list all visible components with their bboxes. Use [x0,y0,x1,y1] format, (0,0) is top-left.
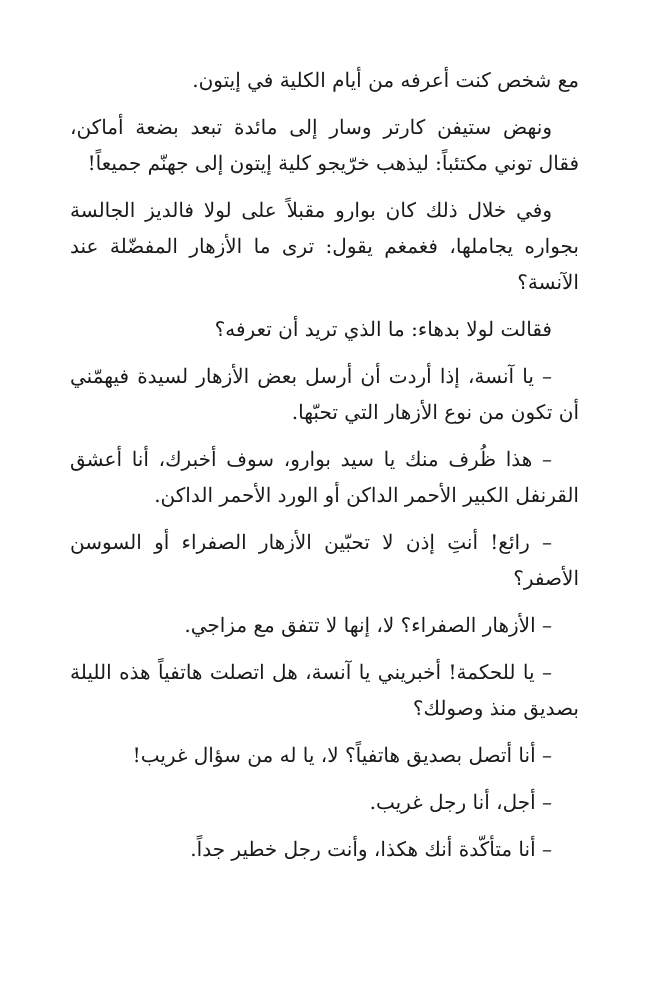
dialogue-line: – يا للحكمة! أخبريني يا آنسة، هل اتصلت هاتفياً هذه الليلة بصديق منذ وصولك؟ [70,660,579,720]
paragraph: مع شخص كنت أعرفه من أيام الكلية في إيتون. [192,68,579,92]
dialogue-line: – أجل، أنا رجل غريب. [369,790,552,814]
dialogue-line: – هذا ظُرف منك يا سيد بوارو، سوف أخبرك، أنا أعشق القرنفل الكبير الأحمر الداكن أو الورد الأحمر الداكن. [70,447,579,507]
dialogue-line: – يا آنسة، إذا أردت أن أرسل بعض الأزهار لسيدة فيهمّني أن تكون من نوع الأزهار التي تحبّها. [70,364,579,424]
dialogue-line: – أنا أتصل بصديق هاتفياً؟ لا، يا له من سؤال غريب! [132,743,552,767]
dialogue-line: – أنا متأكّدة أنك هكذا، وأنت رجل خطير جداً. [190,837,552,861]
paragraph: فقالت لولا بدهاء: ما الذي تريد أن تعرفه؟ [214,317,552,341]
paragraph: وفي خلال ذلك كان بوارو مقبلاً على لولا فالديز الجالسة بجواره يجاملها، فغمغم يقول: ترى ما الأزهار المفضّلة عند الآنسة؟ [70,198,579,294]
paragraph: ونهض ستيفن كارتر وسار إلى مائدة تبعد بضعة أماكن، فقال توني مكتئباً: ليذهب خرّيجو كلية إيتون إلى جهنّم جميعاً! [70,115,579,175]
dialogue-line: – الأزهار الصفراء؟ لا، إنها لا تتفق مع مزاجي. [184,613,552,637]
dialogue-line: – رائع! أنتِ إذن لا تحبّين الأزهار الصفراء أو السوسن الأصفر؟ [70,530,579,590]
